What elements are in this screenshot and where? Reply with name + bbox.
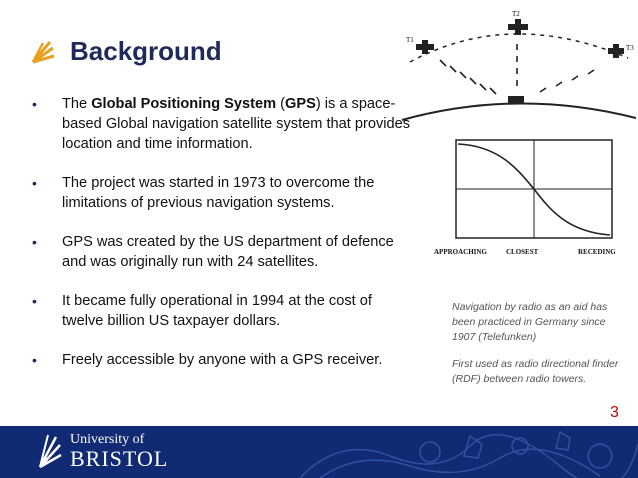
bullet-freely-accessible	[32, 350, 412, 370]
bullet-text: GPS was created by the US department of defence and was originally run with 24 satellites.	[62, 234, 394, 270]
earth-surface	[402, 103, 636, 120]
side-note	[452, 300, 630, 399]
title-row	[30, 36, 222, 67]
graph-label-closest: CLOSEST	[506, 248, 539, 256]
bristol-crest-icon	[38, 433, 62, 469]
bullet-text: The project was started in 1973 to overcome the limitations of previous navigation systems.	[62, 175, 375, 211]
bullet-list	[32, 94, 412, 389]
page-number: 3	[610, 404, 619, 421]
bullet-marker: •	[32, 352, 37, 368]
satellite-t1-icon	[416, 40, 434, 54]
logo-line-university-of: University of	[70, 432, 145, 447]
university-logo	[38, 432, 168, 470]
graph-label-receding: RECEDING	[578, 248, 616, 256]
logo-text	[70, 432, 168, 470]
bristol-flourish-icon	[30, 39, 56, 65]
bullet-text: The Global Positioning System (GPS) is a space-based Global navigation satellite system that provides location and time information.	[62, 96, 411, 152]
bullet-marker: •	[32, 96, 37, 112]
satellite-label-t2: T2	[512, 10, 520, 18]
slide-title: Background	[70, 36, 222, 66]
bullet-us-defence	[32, 232, 412, 272]
bullet-marker: •	[32, 293, 37, 309]
bullet-text: It became fully operational in 1994 at the cost of twelve billion US taxpayer dollars.	[62, 293, 372, 329]
bullet-text: Freely accessible by anyone with a GPS receiver.	[62, 352, 383, 368]
bullet-fully-operational	[32, 291, 412, 331]
bullet-gps-definition	[32, 94, 412, 154]
logo-line-bristol: BRISTOL	[70, 446, 169, 471]
satellite-doppler-illustration	[400, 0, 638, 262]
bullet-project-start	[32, 173, 412, 213]
receiver-icon	[508, 96, 524, 104]
satellite-label-t3: T3	[626, 44, 634, 52]
satellite-label-t1: T1	[406, 36, 414, 44]
side-note-para-2: First used as radio directional finder (RDF) between radio towers.	[452, 358, 619, 385]
signal-waves	[440, 44, 594, 94]
bullet-marker: •	[32, 175, 37, 191]
graph-label-approaching: APPROACHING	[434, 248, 487, 256]
orbit-arc	[410, 34, 628, 62]
bullet-marker: •	[32, 234, 37, 250]
satellite-t2-icon	[508, 19, 528, 35]
side-note-para-1: Navigation by radio as an aid has been practiced in Germany since 1907 (Telefunken)	[452, 301, 608, 343]
